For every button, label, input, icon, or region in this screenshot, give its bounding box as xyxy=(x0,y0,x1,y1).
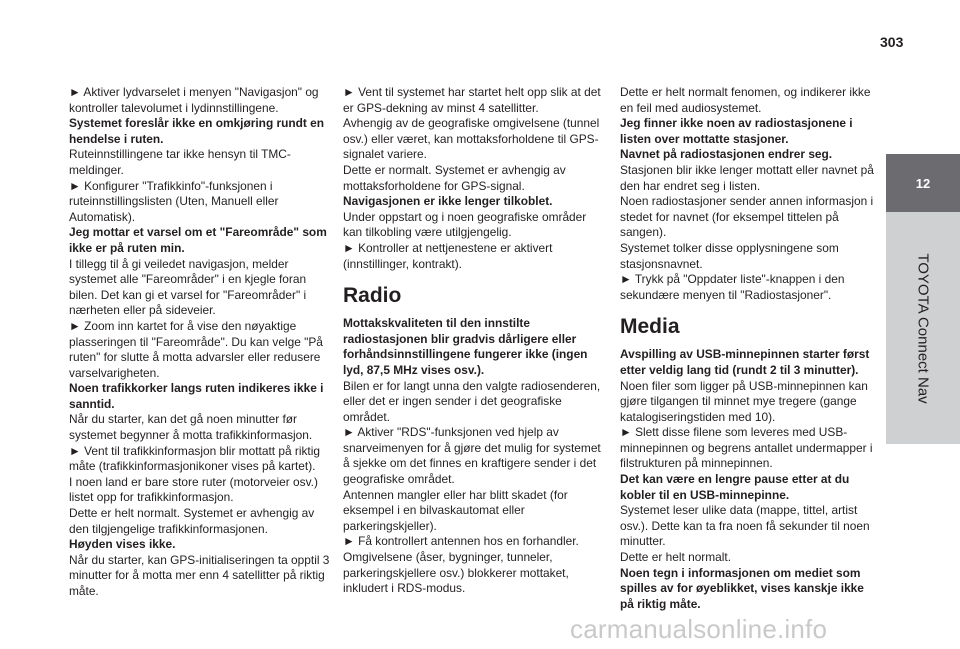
column-1 xyxy=(69,85,331,600)
cause-text: Dette er helt normalt. xyxy=(620,550,732,565)
instruction: ► Aktiver lydvarselet i menyen "Navigasjon" og kontroller talevolumet i lydinnstillingene. xyxy=(69,85,319,115)
chapter-label-container xyxy=(886,212,960,444)
issue-heading: Jeg finner ikke noen av radiostasjonene i listen over mottatte stasjoner. xyxy=(620,116,853,146)
cause-text: Antennen mangler eller har blitt skadet (for eksempel i en bilvaskautomat eller parkeringskjeller). xyxy=(343,487,568,533)
issue-heading: Systemet foreslår ikke en omkjøring rundt en hendelse i ruten. xyxy=(69,116,325,146)
instruction: ► Kontroller at nettjenestene er aktivert (innstillinger, kontrakt). xyxy=(343,240,553,271)
issue-heading: Mottakskvaliteten til den innstilte radiostasjonen blir gradvis dårligere eller forhåndsinnstillingene fungerer ikke (ingen lyd, 87,5 MHz vises osv.). xyxy=(343,316,588,377)
chapter-tab xyxy=(886,154,960,212)
section-heading-radio: Radio xyxy=(343,284,402,308)
cause-text: Dette er helt normalt. Systemet er avhengig av den tilgjengelige trafikkinformasjonen. xyxy=(69,506,315,536)
issue-heading: Navigasjonen er ikke lenger tilkoblet. xyxy=(343,194,553,209)
column-3 xyxy=(620,85,876,612)
chapter-label: TOYOTA Connect Nav xyxy=(914,252,932,404)
instruction: ► Trykk på "Oppdater liste"-knappen i den sekundære menyen til "Radiostasjoner". xyxy=(620,272,845,302)
issue-heading: Jeg mottar et varsel om et "Fareområde" som ikke er på ruten min. xyxy=(69,225,327,255)
cause-text: Systemet tolker disse opplysningene som stasjonsnavnet. xyxy=(620,240,839,271)
column-2 xyxy=(343,85,607,597)
cause-text: Avhengig av de geografiske omgivelsene (tunnel osv.) eller været, kan mottaksforholdene til GPS-signalet variere. xyxy=(343,116,600,162)
cause-text: Noen filer som ligger på USB-minnepinnen kan gjøre tilgangen til minnet mye tregere (gange katalogiseringstiden med 10). xyxy=(620,378,868,424)
issue-heading: Det kan være en lengre pause etter at du kobler til en USB-minnepinne. xyxy=(620,472,850,502)
issue-heading: Avspilling av USB-minnepinnen starter først etter veldig lang tid (rundt 2 til 3 minutter). xyxy=(620,347,870,377)
issue-heading: Noen trafikkorker langs ruten indikeres ikke i sanntid. xyxy=(69,381,324,411)
issue-heading: Navnet på radiostasjonen endrer seg. xyxy=(620,147,833,162)
cause-text: Systemet leser ulike data (mappe, tittel, artist osv.). Dette kan ta fra noen få sekunder til noen minutter. xyxy=(620,503,870,549)
cause-text: Noen radiostasjoner sender annen informasjon i stedet for navnet (for eksempel tittelen på sangen). xyxy=(620,194,874,240)
cause-text: Dette er helt normalt fenomen, og indikerer ikke en feil med audiosystemet. xyxy=(620,85,871,115)
cause-text: Når du starter, kan GPS-initialiseringen ta opptil 3 minutter for å motta mer enn 4 satellitter på riktig måte. xyxy=(69,552,330,598)
cause-text: Ruteinnstillingene tar ikke hensyn til TMC-meldinger. xyxy=(69,147,291,177)
cause-text: Bilen er for langt unna den valgte radiosenderen, eller det er ingen sender i det geografiske området. xyxy=(343,378,601,424)
instruction: ► Aktiver "RDS"-funksjonen ved hjelp av snarveimenyen for å gjøre det mulig for systemet å sjekke om det finnes en kraftigere sender i det geografiske området. xyxy=(343,425,601,487)
chapter-number: 12 xyxy=(915,175,931,191)
instruction: ► Konfigurer "Trafikkinfo"-funksjonen i ruteinnstillingslisten (Uten, Manuell eller Automatisk). xyxy=(69,178,279,224)
cause-text: Dette er normalt. Systemet er avhengig av mottaksforholdene for GPS-signal. xyxy=(343,162,566,193)
instruction: ► Vent til systemet har startet helt opp slik at det er GPS-dekning av minst 4 satellitter. xyxy=(343,85,601,115)
issue-heading: Høyden vises ikke. xyxy=(69,537,176,552)
watermark: carmanualsonline.info xyxy=(570,614,828,644)
cause-text: Under oppstart og i noen geografiske områder kan tilkobling være utilgjengelig. xyxy=(343,209,587,240)
page-number: 303 xyxy=(880,34,904,50)
instruction: ► Slett disse filene som leveres med USB-minnepinnen og begrens antallet undermapper i filstrukturen på minnepinnen. xyxy=(620,425,873,471)
instruction: ► Få kontrollert antennen hos en forhandler. xyxy=(343,534,579,549)
instruction: ► Vent til trafikkinformasjon blir mottatt på riktig måte (trafikkinformasjonikoner vises på kartet). xyxy=(69,443,320,474)
section-heading-media: Media xyxy=(620,315,680,339)
cause-text: I tillegg til å gi veiledet navigasjon, melder systemet alle "Fareområder" i en kjegle foran bilen. Det kan gi et varsel for "Fareområder" i nærheten eller på sideveier. xyxy=(69,256,307,318)
instruction: ► Zoom inn kartet for å vise den nøyaktige plasseringen til "Fareområde". Du kan velge "På ruten" for slutte å motta advarsler eller redusere varselvarigheten. xyxy=(69,318,323,380)
cause-text: Omgivelsene (åser, bygninger, tunneler, parkeringskjellere osv.) blokkerer mottaket, inkludert i RDS-modus. xyxy=(343,550,569,596)
issue-heading: Noen tegn i informasjonen om mediet som spilles av for øyeblikket, vises kanskje ikke på riktig måte. xyxy=(620,565,864,611)
cause-text: Stasjonen blir ikke lenger mottatt eller navnet på den har endret seg i listen. xyxy=(620,162,874,193)
cause-text: Når du starter, kan det gå noen minutter før systemet begynner å motta trafikkinformasjon. xyxy=(69,412,313,443)
cause-text: I noen land er bare store ruter (motorveier osv.) listet opp for trafikkinformasjon. xyxy=(69,474,318,505)
